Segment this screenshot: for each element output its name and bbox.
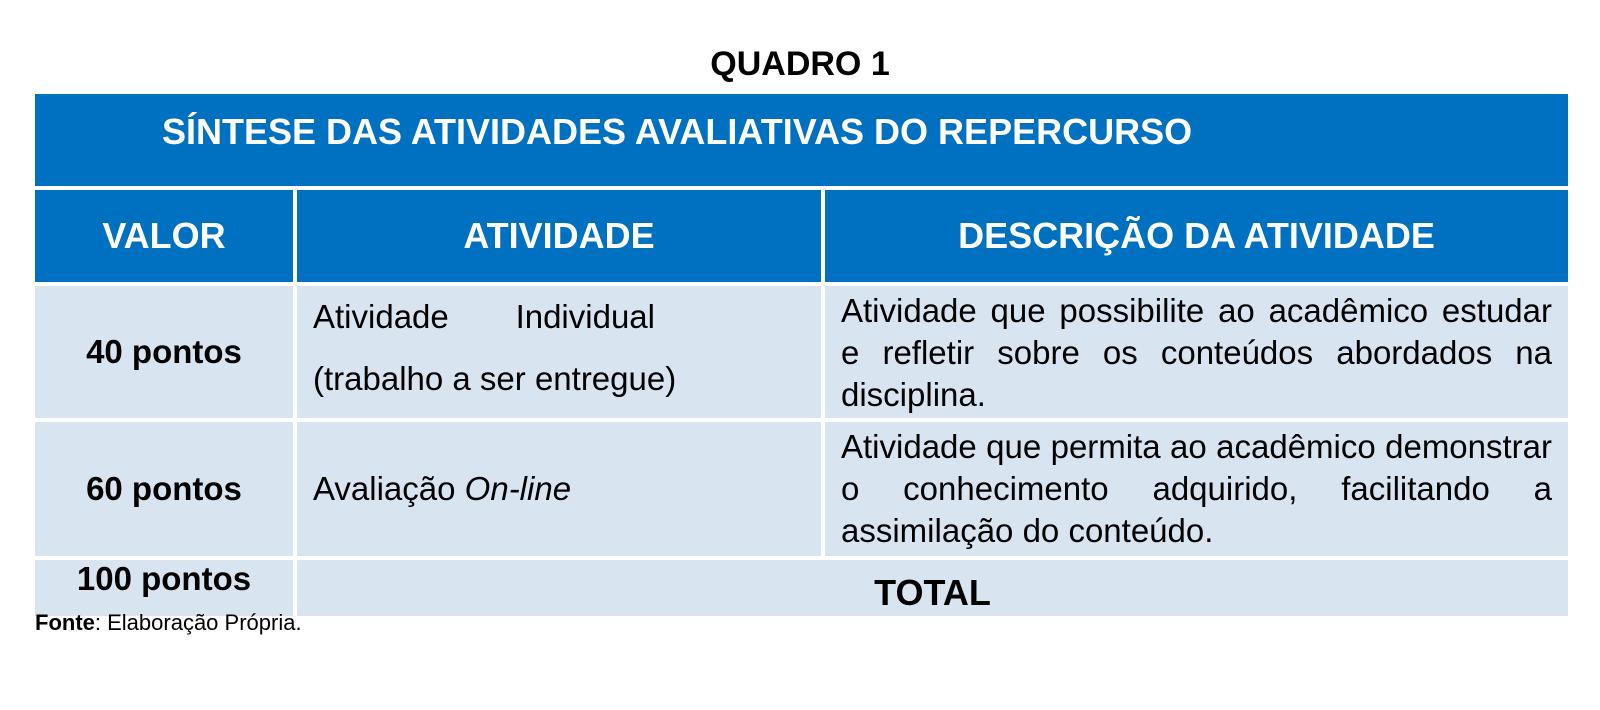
atividade-text: Atividade [313,298,449,335]
atividade-cell [295,284,823,420]
source-text: : Elaboração Própria. [94,610,302,635]
source-label: Fonte [35,610,95,635]
atividade-cell [295,420,823,558]
atividade-text: Individual [515,298,655,335]
column-header-descricao: DESCRIÇÃO DA ATIVIDADE [823,188,1570,284]
column-header-atividade: ATIVIDADE [295,188,823,284]
atividade-text: Avaliação [313,470,465,507]
valor-cell: 40 pontos [33,284,295,420]
descricao-cell: Atividade que possibilite ao acadêmico estudar e refletir sobre os conteúdos abordados na disciplina. [823,284,1570,420]
table-row [33,284,1570,420]
atividade-text: (trabalho a ser entregue) [313,360,677,397]
table-caption: QUADRO 1 [710,45,890,83]
source-note [35,610,302,636]
total-row [33,558,1570,618]
atividade-text-italic: On-line [464,470,572,507]
column-header-valor: VALOR [33,188,295,284]
table-row [33,420,1570,558]
total-valor-cell: 100 pontos [33,558,295,618]
summary-table [31,90,1572,620]
valor-cell: 60 pontos [33,420,295,558]
descricao-cell: Atividade que permita ao acadêmico demonstrar o conhecimento adquirido, facilitando a assimilação do conteúdo. [823,420,1570,558]
table-title: SÍNTESE DAS ATIVIDADES AVALIATIVAS DO REPERCURSO [33,92,1570,188]
total-label-cell: TOTAL [295,558,1570,618]
